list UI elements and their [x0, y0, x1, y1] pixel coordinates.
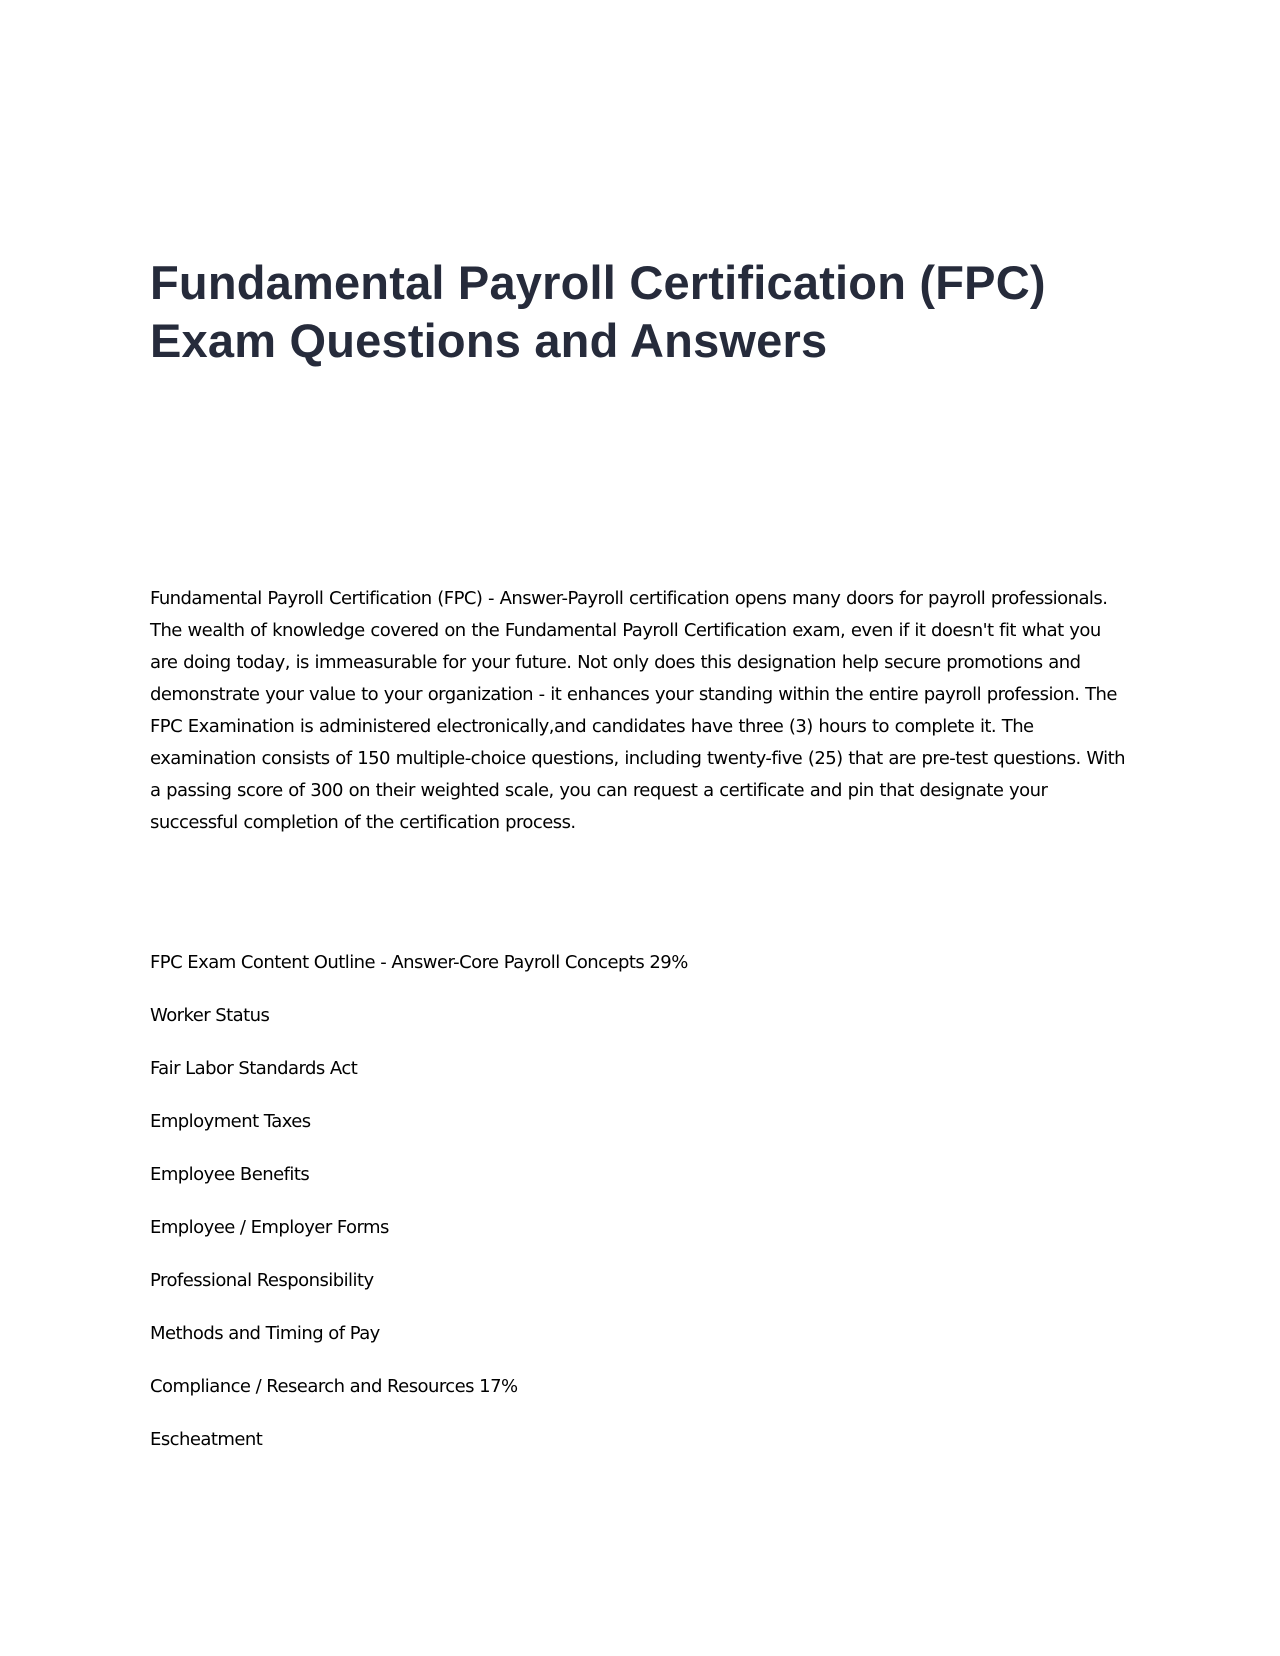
outline-item: Fair Labor Standards Act — [150, 1058, 358, 1079]
outline-item: FPC Exam Content Outline - Answer-Core Payroll Concepts 29% — [150, 952, 688, 973]
outline-item: Worker Status — [150, 1005, 270, 1026]
document-title-line-2: Exam Questions and Answers — [150, 314, 828, 367]
outline-item: Escheatment — [150, 1429, 263, 1450]
outline-item: Employee Benefits — [150, 1164, 310, 1185]
document-title — [150, 254, 1150, 370]
content-outline-list — [150, 947, 1130, 1477]
intro-paragraph: Fundamental Payroll Certification (FPC) - Answer-Payroll certification opens many doors for payroll professionals. The wealth of knowledge covered on the Fundamental Payroll Certification exam, even if it doesn't fit what you are doing today, is immeasurable for your future. Not only does this designation help secure promotions and demonstrate your value to your organization - it enhances your standing within the entire payroll profession. The FPC Examination is administered electronically,and candidates have three (3) hours to complete it. The examination consists of 150 multiple-choice questions, including twenty-five (25) that are pre-test questions. With a passing score of 300 on their weighted scale, you can request a certificate and pin that designate your successful completion of the certification process. — [150, 588, 1125, 833]
outline-item: Employee / Employer Forms — [150, 1217, 389, 1238]
outline-item: Employment Taxes — [150, 1111, 311, 1132]
document-title-line-1: Fundamental Payroll Certification (FPC) — [150, 256, 1046, 309]
outline-item: Professional Responsibility — [150, 1270, 374, 1291]
outline-item: Methods and Timing of Pay — [150, 1323, 380, 1344]
outline-item: Compliance / Research and Resources 17% — [150, 1376, 518, 1397]
